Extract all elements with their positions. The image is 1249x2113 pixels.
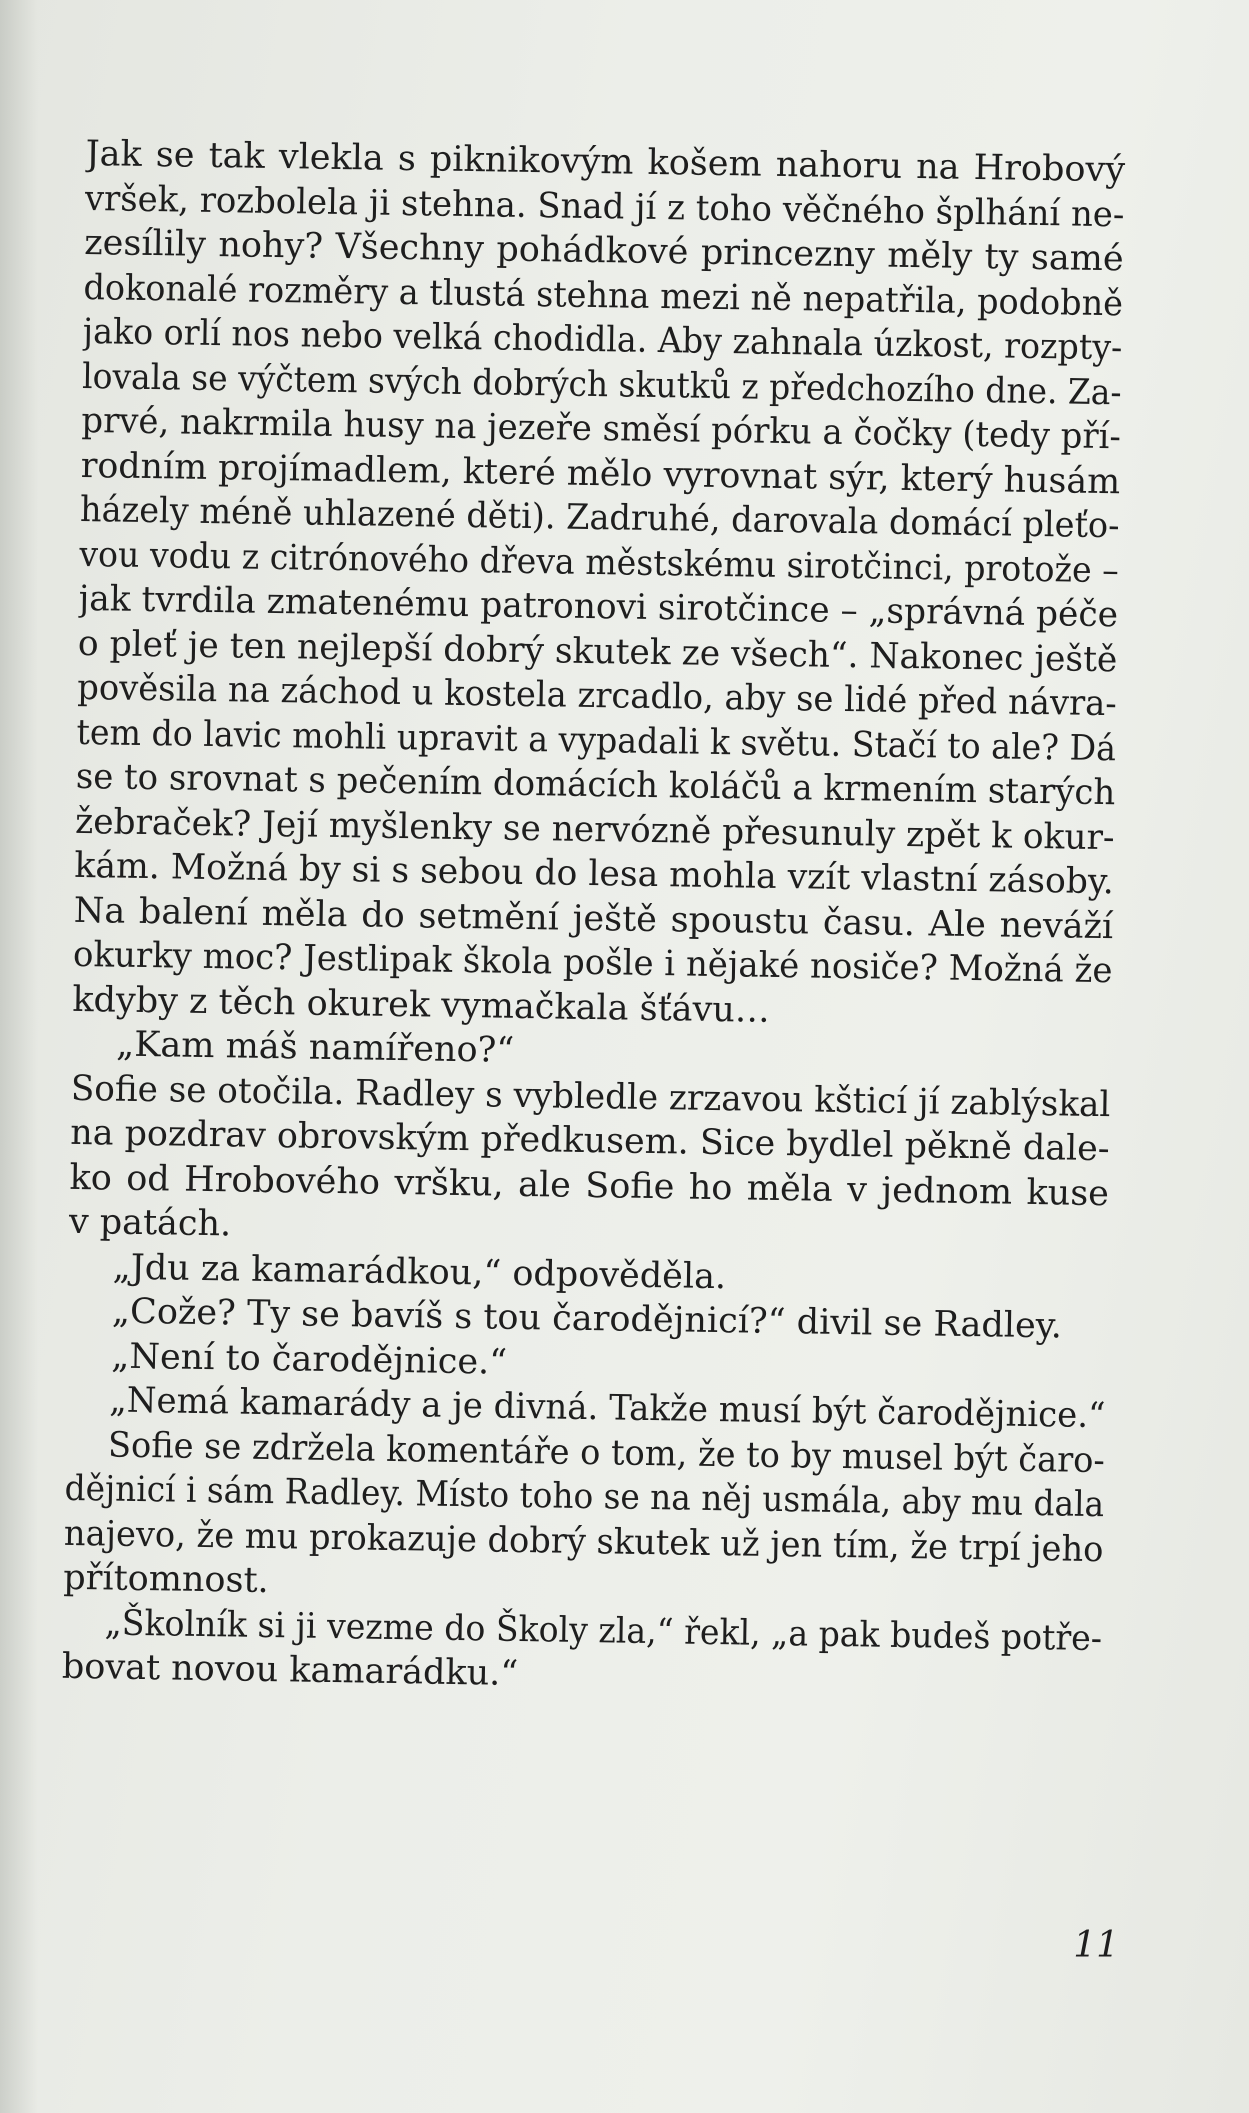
text-line: bovat novou kamarádku.“ <box>61 1646 519 1694</box>
text-line: „Nemá kamarády a je divná. Takže musí být čarodějnice.“ <box>65 1379 1106 1437</box>
text-line: dějnicí i sám Radley. Místo toho se na něj usmála, aby mu dala <box>64 1468 1105 1526</box>
text-line: Na balení měla do setmění ještě spoustu času. Ale neváží <box>73 890 1114 947</box>
text-line: tem do lavic mohli upravit a vypadali k světu. Stačí to ale? Dá <box>76 712 1117 769</box>
page-number: 11 <box>1073 1925 1119 1966</box>
text-line: „Není to čarodějnice.“ <box>66 1335 508 1383</box>
body-text <box>62 132 1126 1706</box>
text-line: Jak se tak vlekla s piknikovým košem nahoru na Hrobový <box>85 133 1126 191</box>
text-line: kám. Možná by si s sebou do lesa mohla vzít vlastní zásoby. <box>74 845 1115 903</box>
text-line: na pozdrav obrovským předkusem. Sice bydlel pěkně dale- <box>69 1112 1110 1170</box>
text-line: o pleť je ten nejlepší dobrý skutek ze všech“. Nakonec ještě <box>77 623 1118 680</box>
text-line: prvé, nakrmila husy na jezeře směsí pórku a čočky (tedy pří- <box>81 400 1122 458</box>
text-line: ko od Hrobového vršku, ale Sofie ho měla v jednom kuse <box>69 1157 1110 1214</box>
text-line: vou vodu z citrónového dřeva městskému sirotčinci, protože – <box>79 534 1120 591</box>
text-line: jak tvrdila zmatenému patronovi sirotčince – „správná péče <box>78 578 1119 636</box>
text-line: žebraček? Její myšlenky se nervózně přesunuly zpět k okur- <box>74 801 1115 858</box>
text-line: rodním projímadlem, které mělo vyrovnat sýr, který husám <box>80 445 1121 502</box>
text-line: „Školník si ji vezme do Školy zla,“ řekl, „a pak budeš potře- <box>62 1602 1103 1659</box>
text-line: kdyby z těch okurek vymačkala šťávu… <box>72 979 771 1031</box>
text-line: v patách. <box>68 1201 232 1245</box>
text-line: Sofie se zdržela komentáře o tom, že to by musel být čaro- <box>65 1424 1106 1481</box>
text-line: vršek, rozbolela ji stehna. Snad jí z toho věčného šplhání ne- <box>84 178 1125 235</box>
text-line: „Kam máš namířeno?“ <box>71 1023 515 1071</box>
text-line: se to srovnat s pečením domácích koláčů a krmením starých <box>75 756 1116 814</box>
text-line: jako orlí nos nebo velká chodidla. Aby zahnala úzkost, rozpty- <box>82 311 1123 369</box>
text-line: „Cože? Ty se bavíš s tou čarodějnicí?“ divil se Radley. <box>67 1290 1063 1347</box>
text-line: přítomnost. <box>62 1557 269 1602</box>
text-line: dokonalé rozměry a tlustá stehna mezi ně nepatřila, podobně <box>83 267 1124 324</box>
text-line: lovala se výčtem svých dobrých skutků z předchozího dne. Za- <box>81 356 1122 413</box>
text-line: pověsila na záchod u kostela zrcadlo, aby se lidé před návra- <box>76 667 1117 725</box>
text-line: najevo, že mu prokazuje dobrý skutek už jen tím, že trpí jeho <box>63 1513 1104 1570</box>
text-line: zesílily nohy? Všechny pohádkové princezny měly ty samé <box>83 222 1124 280</box>
text-line: Sofie se otočila. Radley s vybledle zrzavou kšticí jí zablýskal <box>70 1068 1111 1125</box>
text-line: „Jdu za kamarádkou,“ odpověděla. <box>67 1246 727 1297</box>
text-line: okurky moc? Jestlipak škola pošle i nějaké nosiče? Možná že <box>72 934 1113 992</box>
text-line: házely méně uhlazené děti). Zadruhé, darovala domácí pleťo- <box>79 489 1120 547</box>
